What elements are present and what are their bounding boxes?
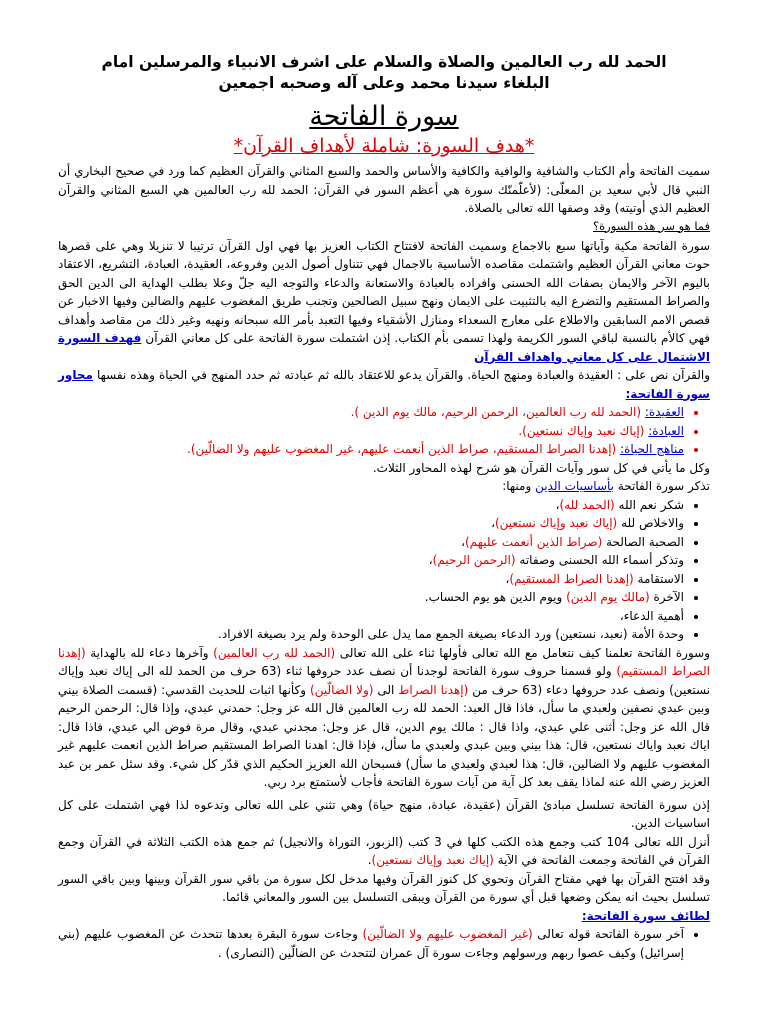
basics-list: [58, 496, 710, 644]
surah-title: سورة الفاتحة: [309, 101, 459, 132]
surah-goal-title: *هدف السورة: شاملة لأهداف القرآن*: [233, 135, 535, 157]
para-text: وكأنها اثبات للحديث القدسي: (قسمت الصلاة بيني وبين عبدي نصفين ولعبدي ما سأل، فاذا قال العبد: الحمد لله رب العالمين قال الله عز وجل: حمدني عبدي، وإذا قال: الرحمن الرحيم قال الله عز وجل: أثنى علي عبدي، واذا قال : مالك يوم الدين، قال عز وجل: مجدني عبدي، وقال مرة فوض الي عبدي، فاذا قال: اياك نعبد واياك نستعين، قال: هذا بيني وبين عبدي ولعبدي ما سأل، فإذا قال: اهدنا الصراط المستقيم صراط الذين انعمت عليهم غير المغضوب عليهم ولا الضالين، قال: هذا لعبدي ولعبدي ما سأل) فسبحان الله العزيز الحكيم الذي قدّر كل شيء. وقد سئل عمر بن عبد العزيز رضي الله عنه لماذا يقف بعد كل آية من آيات سورة الفاتحة فأجاب لأستمتع برد ربي.: [58, 682, 710, 789]
para-text: وسورة الفاتحة تعلمنا كيف نتعامل مع الله تعالى فأولها ثناء على الله تعالى: [335, 645, 710, 660]
basic-tail: ،: [555, 497, 560, 512]
axis-label: مناهج الحياة:: [620, 442, 684, 456]
para-quote: (إهدنا الصراط المستقيم): [58, 645, 710, 678]
para-text: أنزل الله تعالى 104 كتب وجمع هذه الكتب كلها في 3 كتب (الزبور، التوراة والانجيل) ثم جمع هذه الكتب الثلاثة في القرآن وجمع القرآن في الفاتحة وجمعت الفاتحة في الآية: [58, 834, 711, 867]
books-paragraph: [58, 833, 710, 870]
basic-quote: (الحمد لله): [559, 497, 615, 512]
basic-text: الصحبة الصالحة: [602, 534, 684, 549]
basic-text: وحدة الأمة (نعبد، نستعين) ورد الدعاء بصيغة الجمع مما يدل على الوحدة ولم يرد بصيغة الافراد.: [218, 627, 684, 641]
para-text: ولو قسمنا حروف سورة الفاتحة لوجدنا أن نصف عدد حروفها ثناء (63 حرف من الحمد لله الى إياك نعبد وإياك نستعين) ونصف عدد حروفها دعاء (63 حرف من: [58, 664, 711, 697]
basic-text: الاستقامة: [633, 571, 684, 586]
list-item: [58, 514, 684, 533]
para-quote: (ولا الضالّين): [310, 682, 374, 697]
axis-text: (الحمد لله رب العالمين، الرحمن الرحيم، مالك يوم الدين ).: [350, 405, 645, 419]
basic-text: شكر نعم الله: [614, 497, 684, 512]
key-paragraph: وقد افتتح القرآن بها فهي مفتاح القرآن وتحوي كل كنوز القرآن وفيها مدخل لكل سورة من باقي سور القرآن وبينها وبين باقي السور تسلسل بحيث انه يمكن وضعها قبل أي سورة من القرآن ويبقى التسلسل بين السور والمعاني قائما.: [58, 871, 710, 904]
subtleties-list: [58, 925, 710, 962]
basic-quote: (الرحمن الرحيم): [432, 553, 516, 567]
dealing-with-allah-paragraph: [58, 644, 710, 792]
list-item: [58, 440, 684, 459]
para-text: آخر سورة الفاتحة قوله تعالى: [532, 927, 685, 941]
surah-goal-link: فهدف السورة الاشتمال على كل معاني واهداف القرآن: [58, 331, 710, 364]
basic-quote: (إياك نعبد وإياك نستعين): [494, 516, 618, 530]
axis-text: (إياك نعبد وإياك نستعين).: [518, 423, 649, 438]
list-item: [58, 533, 684, 552]
basic-quote: (صراط الذين أنعمت عليهم): [465, 534, 603, 549]
basic-quote: (مالك يوم الدين): [566, 590, 650, 604]
para-text: .: [367, 853, 372, 867]
axis-text: (إهدنا الصراط المستقيم، صراط الذين أنعمت عليهم، غير المغضوب عليهم ولا الضالّين).: [187, 442, 621, 456]
axes-heading: محاور سورة الفاتحة:: [58, 368, 710, 401]
opening-praise-line1: الحمد لله رب العالمين والصلاة والسلام على اشرف الانبياء والمرسلين امام: [101, 53, 667, 71]
axis-label: العقيدة:: [644, 405, 684, 419]
list-item: [58, 625, 684, 644]
basic-quote: (إهدنا الصراط المستقيم): [509, 571, 634, 586]
basic-tail: ،: [505, 571, 510, 586]
question-line: فما هو سر هذه السورة؟: [593, 218, 710, 233]
axis-label: العبادة:: [648, 423, 684, 438]
axes-summary: وكل ما يأتي في كل سور وآيات القرآن هو شرح لهذه المحاور الثلاث.: [372, 460, 710, 475]
basics-intro: [58, 477, 710, 496]
summary-paragraph: إذن سورة الفاتحة تسلسل مبادئ القرآن (عقيدة، عبادة، منهج حياة) وهي تثني على الله تعالى وتدعوه لذا فهي اشتملت على كل اساسيات الدين.: [58, 797, 710, 830]
opening-praise-line2: البلغاء سيدنا محمد وعلى آله وصحبه اجمعين: [218, 74, 550, 92]
para-quote: (غير المغضوب عليهم ولا الضالّين): [362, 927, 533, 941]
basic-text: أهمية الدعاء،: [619, 608, 684, 623]
overview-paragraph: [58, 237, 710, 367]
list-item: [58, 422, 684, 441]
para-text: وجاءت سورة البقرة بعدها تتحدث عن المغضوب عليهم (بني إسرائيل) وكيف عصوا ربهم ورسولهم وجاءت سورة آل عمران لتتحدث عن الضالّين (النصارى) .: [58, 927, 684, 960]
subtleties-heading: لطائف سورة الفاتحة:: [581, 908, 710, 923]
para-text: الى: [373, 682, 399, 697]
basic-tail: ،: [461, 534, 465, 549]
basic-text: الآخرة: [649, 590, 684, 604]
basic-tail: ويوم الدين هو يوم الحساب.: [424, 590, 567, 604]
basic-text: والاخلاص لله: [617, 516, 684, 530]
opening-praise: [58, 52, 710, 94]
axes-intro-text: والقرآن نص على : العقيدة والعبادة ومنهج الحياة. والقرآن يدعو للاعتقاد بالله ثم عبادته ثم حدد المنهج في الحياة وهذه نفسها: [92, 368, 710, 382]
basic-tail: ،: [428, 553, 433, 567]
overview-text: سورة الفاتحة مكية وآياتها سبع بالاجماع وسميت الفاتحة لافتتاح الكتاب العزيز بها فهي اول القرآن ترتيبا لا تنزيلا وهي على قصرها حوت معاني القرآن العظيم واشتملت مقاصده الأساسية بالاجمال فهي تتناول أصول الدين وفروعه، العقيدة، العبادة، التشريع، الاعتقاد باليوم الآخر والايمان بصفات الله الحسنى وافراده بالعبادة والاستعانة والدعاء والتوجه اليه جلّ وعلا بطلب الهداية الى الدين الحق والصراط المستقيم والتضرع اليه بالتثبيت على الايمان ونهج سبيل الصالحين وتجنب طريق المغضوب عليهم والضالين وفيها الاخبار عن قصص الامم السابقين والاطلاع على معارج السعداء ومنازل الأشقياء وفيها التعبد بأمر الله سبحانه ونهيه وغير ذلك من مقاصد وأهداف فهي كالأم بالنسبة لباقي السور الكريمة ولهذا تسمى بأم الكتاب. إذن اشتملت سورة الفاتحة على كل معاني القرآن: [58, 238, 710, 345]
para-text: وآخرها دعاء لله بالهداية: [85, 645, 214, 660]
basic-text: وتذكر أسماء الله الحسنى وصفاته: [515, 553, 684, 567]
list-item: [58, 570, 684, 589]
axes-intro-paragraph: [58, 366, 710, 403]
basic-tail: ،: [491, 516, 495, 530]
list-item: [58, 607, 684, 626]
intro-paragraph: سميت الفاتحة وأم الكتاب والشافية والوافية والكافية والأساس والحمد والسبع المثاني والقرآن العظيم كما ورد في صحيح البخاري أن النبي قال لأبي سعيد بن المعلّى: (لأعلّمنّك سورة هي أعظم السور في القرآن: الحمد لله رب العالمين هي السبع المثاني والقرآن العظيم الذي أوتيته) وقد وصفها الله تعالى بالصلاة.: [58, 164, 710, 215]
list-item: [58, 551, 684, 570]
basics-term: بأساسيات الدين: [535, 479, 614, 493]
list-item: [58, 925, 684, 962]
para-quote: (إهدنا الصراط: [398, 682, 469, 697]
basics-intro-text: تذكر سورة الفاتحة: [614, 479, 710, 493]
axes-list: [58, 403, 710, 459]
list-item: [58, 496, 684, 515]
para-quote: (الحمد لله رب العالمين): [213, 645, 336, 660]
basics-intro-tail: ومنها:: [502, 479, 536, 493]
para-quote: (إياك نعبد وإياك نستعين): [371, 853, 494, 867]
list-item: [58, 403, 684, 422]
list-item: [58, 588, 684, 607]
